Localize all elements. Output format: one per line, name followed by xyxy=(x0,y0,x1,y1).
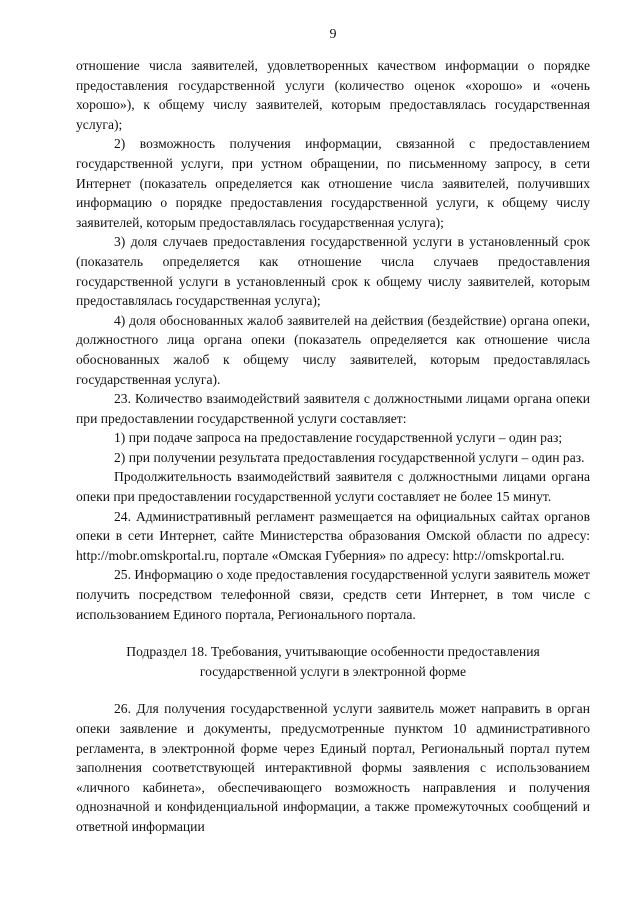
subheading-line-1: Подраздел 18. Требования, учитывающие особенности предоставления xyxy=(126,644,540,660)
body-text-top xyxy=(76,56,590,624)
paragraph: 2) при получении результата предоставления государственной услуги – один раз. xyxy=(114,449,585,465)
body-text-bottom xyxy=(76,699,590,836)
section-subheading xyxy=(76,642,590,681)
paragraph: 3) доля случаев предоставления государственной услуги в установленный срок (показатель определяется как отношение числа случаев предоставления государственной услуги в установленный срок к общему числу заявителей, которым предоставлялась государственная услуга); xyxy=(76,234,590,309)
paragraph-item-23: 23. Количество взаимодействий заявителя с должностными лицами органа опеки при предоставлении государственной услуги составляет: xyxy=(76,391,590,426)
paragraph-item-25: 25. Информацию о ходе предоставления государственной услуги заявитель может получить посредством телефонной связи, средств сети Интернет, в том числе с использованием Единого портала, Регионального портала. xyxy=(76,567,590,622)
paragraph: 2) возможность получения информации, связанной с предоставлением государственной услуги, при устном обращении, по письменному запросу, в сети Интернет (показатель определяется как отношение числа заявителей, получивших информацию о порядке предоставления государственной услуги, к общему числу заявителей, которым предоставлялась государственная услуга); xyxy=(76,136,590,230)
paragraph: 1) при подаче запроса на предоставление государственной услуги – один раз; xyxy=(114,430,563,446)
subheading-line-2: государственной услуги в электронной форме xyxy=(199,663,467,679)
paragraph: отношение числа заявителей, удовлетворенных качеством информации о порядке предоставления государственной услуги (количество оценок «хорошо» и «очень хорошо»), к общему числу заявителей, которым предоставлялась государственная услуга); xyxy=(76,58,590,132)
page-number: 9 xyxy=(329,27,337,42)
paragraph-item-24: 24. Административный регламент размещается на официальных сайтах органов опеки в сети Интернет, сайте Министерства образования Омской области по адресу: http://mobr.omskportal.ru, портале «Омская Губерния» по адресу: http://omskportal.ru. xyxy=(76,508,590,563)
paragraph: Продолжительность взаимодействий заявителя с должностными лицами органа опеки при предоставлении государственной услуги составляет не более 15 минут. xyxy=(76,469,590,505)
paragraph-item-26: 26. Для получения государственной услуги заявитель может направить в орган опеки заявление и документы, предусмотренные пунктом 10 административного регламента, в электронной форме через Единый портал, Региональный портал путем заполнения соответствующей интерактивной формы заявления с использованием «личного кабинета», обеспечивающего возможность направления и получения однозначной и конфиденциальной информации, а также промежуточных сообщений и ответной информации xyxy=(76,701,590,834)
paragraph: 4) доля обоснованных жалоб заявителей на действия (бездействие) органа опеки, должностного лица органа опеки (показатель определяется как отношение числа обоснованных жалоб к общему числу заявителей, которым предоставлялась государственная услуга). xyxy=(76,312,590,387)
